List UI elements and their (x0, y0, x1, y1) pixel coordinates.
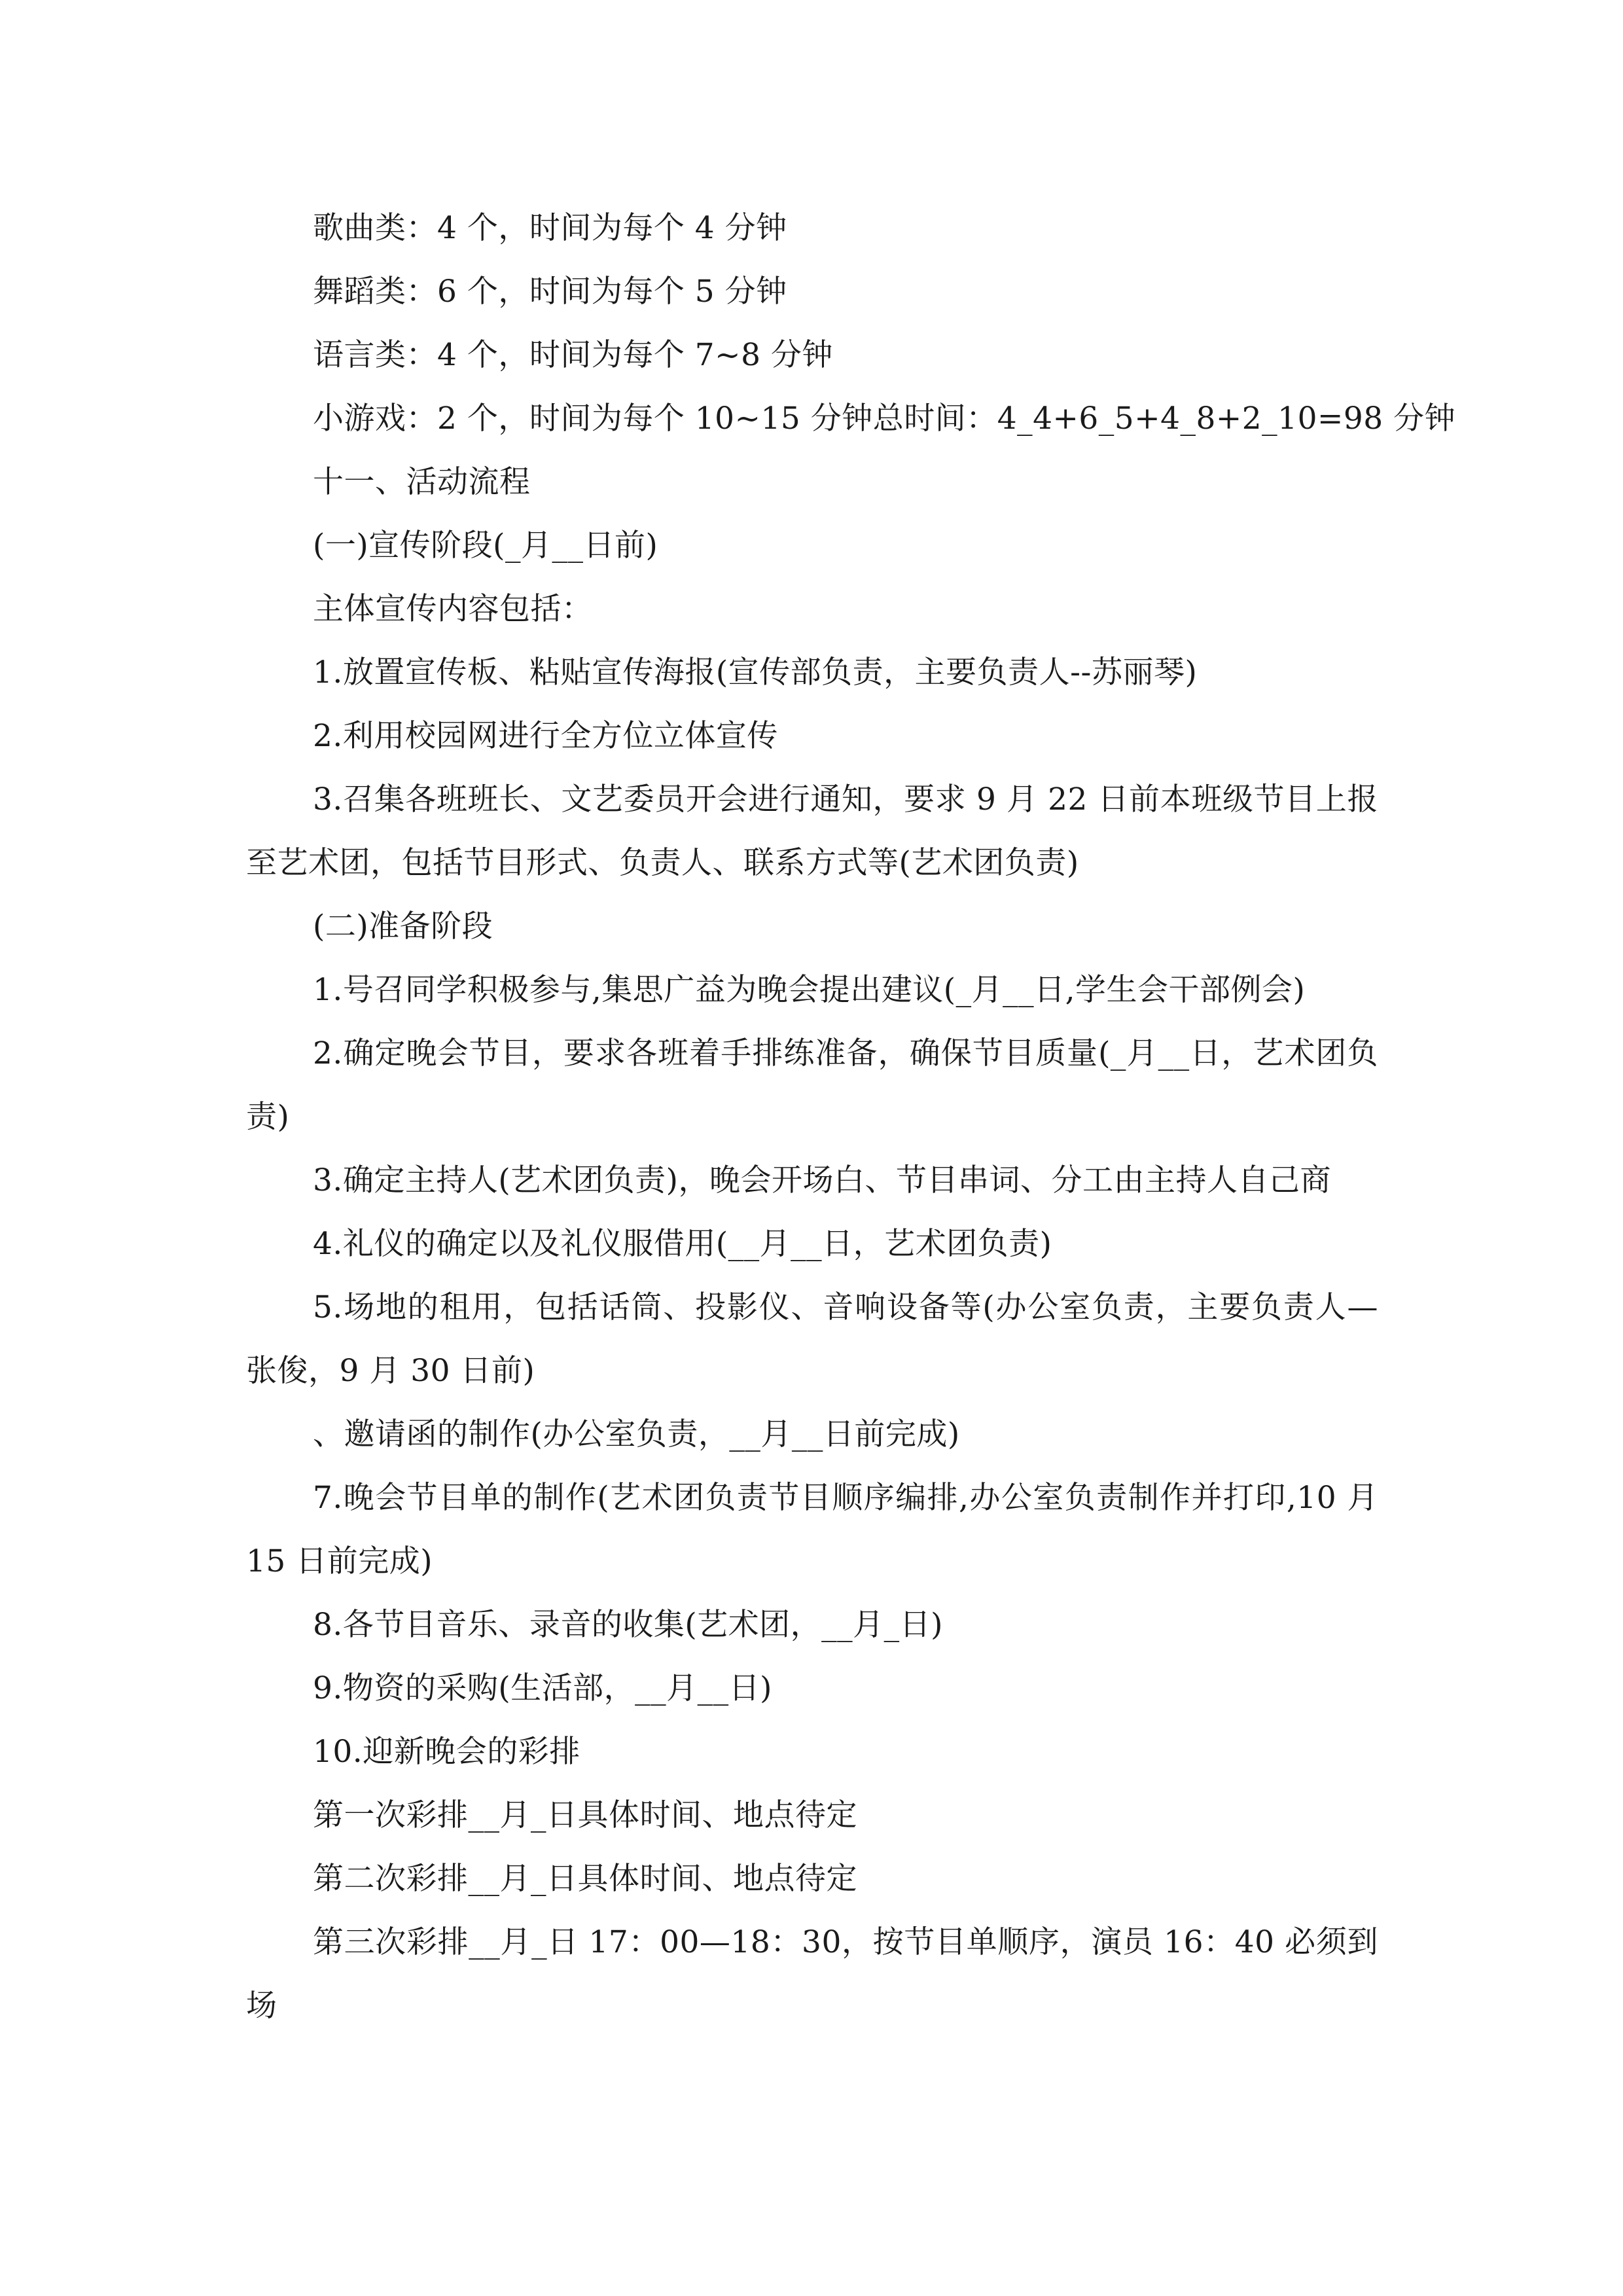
text-line-games: 小游戏：2 个，时间为每个 10~15 分钟总时间：4_4+6_5+4_8+2_10=98 分钟 (313, 401, 1456, 437)
list-item-preparation-9: 9.物资的采购(生活部，__月__日) (313, 1670, 773, 1706)
list-item-promotion-1: 1.放置宣传板、粘贴宣传海报(宣传部负责，主要负责人--苏丽琴) (313, 655, 1198, 691)
list-item-preparation-2: 2.确定晚会节目，要求各班着手排练准备，确保节目质量(_月__日，艺术团负责) (246, 1035, 1378, 1135)
list-item-promotion-3: 3.召集各班班长、文艺委员开会进行通知，要求 9 月 22 日前本班级节目上报至艺术团，包括节目形式、负责人、联系方式等(艺术团负责) (246, 781, 1378, 881)
text-line-promotion-intro: 主体宣传内容包括： (313, 591, 593, 627)
list-item-preparation-4: 4.礼仪的确定以及礼仪服借用(__月__日，艺术团负责) (313, 1226, 1052, 1262)
list-item-preparation-7: 7.晚会节目单的制作(艺术团负责节目顺序编排,办公室负责制作并打印,10 月 15 日前完成) (246, 1480, 1378, 1579)
list-item-preparation-3: 3.确定主持人(艺术团负责)，晚会开场白、节目串词、分工由主持人自己商 (313, 1162, 1332, 1198)
rehearsal-line-2: 第二次彩排__月_日具体时间、地点待定 (313, 1861, 857, 1897)
document-body (246, 196, 1456, 2037)
text-line-songs: 歌曲类：4 个，时间为每个 4 分钟 (313, 210, 787, 246)
text-line-language: 语言类：4 个，时间为每个 7~8 分钟 (313, 337, 833, 373)
text-line-dance: 舞蹈类：6 个，时间为每个 5 分钟 (313, 274, 787, 310)
list-item-preparation-1: 1.号召同学积极参与,集思广益为晚会提出建议(_月__日,学生会干部例会) (313, 972, 1306, 1008)
list-item-preparation-8: 8.各节目音乐、录音的收集(艺术团，__月_日) (313, 1607, 944, 1643)
list-item-preparation-10: 10.迎新晚会的彩排 (313, 1734, 580, 1770)
list-item-preparation-5: 5.场地的租用，包括话筒、投影仪、音响设备等(办公室负责，主要负责人—张俊，9 月 30 日前) (246, 1289, 1378, 1389)
subsection-heading-promotion: (一)宣传阶段(_月__日前) (313, 528, 658, 564)
subsection-heading-preparation: (二)准备阶段 (313, 908, 493, 944)
rehearsal-line-1: 第一次彩排__月_日具体时间、地点待定 (313, 1797, 857, 1833)
list-item-promotion-2: 2.利用校园网进行全方位立体宣传 (313, 718, 778, 754)
list-item-preparation-6: 、邀请函的制作(办公室负责，__月__日前完成) (313, 1416, 960, 1452)
section-heading-activity-flow: 十一、活动流程 (313, 464, 531, 500)
rehearsal-line-3: 第三次彩排__月_日 17：00—18：30，按节目单顺序，演员 16：40 必须到场 (246, 1924, 1378, 2024)
